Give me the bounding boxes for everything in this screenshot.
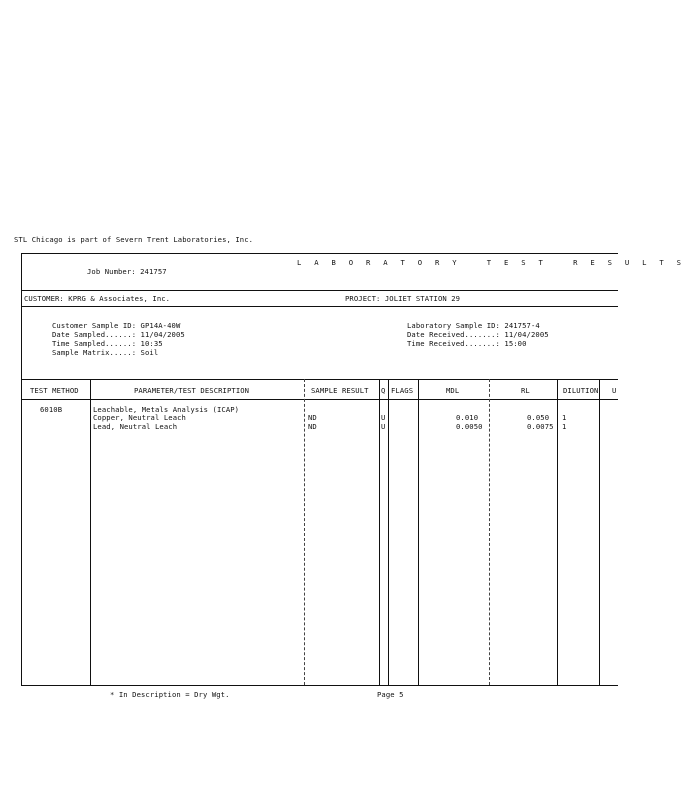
row-rl: 0.050 [527,413,550,422]
date-received: Date Received.......: 11/04/2005 [407,330,549,339]
time-received: Time Received.......: 15:00 [407,339,527,348]
col-header-flags: FLAGS [391,386,414,395]
customer-top-rule [21,290,618,291]
col-header-test-method: TEST METHOD [30,386,79,395]
method-code: 6010B [40,405,63,414]
date-sampled: Date Sampled......: 11/04/2005 [52,330,185,339]
company-note: STL Chicago is part of Severn Trent Laboratories, Inc. [14,235,254,244]
footnote: * In Description = Dry Wgt. [110,690,230,699]
col-header-sample-result: SAMPLE RESULT [311,386,369,395]
row-q: U [381,422,386,431]
col-header-rl: RL [521,386,530,395]
col-header-dilution: DILUTION [563,386,599,395]
col-header-mdl: MDL [446,386,460,395]
job-number: Job Number: 241757 [87,267,167,276]
col-sep-dilution [599,379,600,685]
col-sep-mdl [489,379,491,685]
row-dilution: 1 [562,413,567,422]
row-parameter: Lead, Neutral Leach [93,422,178,431]
col-sep-method [90,379,91,685]
col-sep-q [388,379,389,685]
row-mdl: 0.0050 [456,422,483,431]
frame-top-border [21,253,618,254]
col-header-units: U [612,386,617,395]
col-header-q: Q [381,386,386,395]
page-number: Page 5 [377,690,404,699]
col-sep-parameter [304,379,306,685]
col-header-parameter: PARAMETER/TEST DESCRIPTION [134,386,250,395]
frame-left-border [21,253,22,686]
row-result: ND [308,413,317,422]
time-sampled: Time Sampled......: 10:35 [52,339,163,348]
table-header-bottom-rule [21,399,618,400]
row-result: ND [308,422,317,431]
project-name: PROJECT: JOLIET STATION 29 [345,294,461,303]
col-sep-rl [557,379,558,685]
customer-sample-id: Customer Sample ID: GP14A-40W [52,321,181,330]
customer-bottom-rule [21,306,618,307]
col-sep-result [379,379,380,685]
row-q: U [381,413,386,422]
method-description: Leachable, Metals Analysis (ICAP) [93,405,240,414]
row-rl: 0.0075 [527,422,554,431]
lab-sample-id: Laboratory Sample ID: 241757-4 [407,321,540,330]
table-header-top-rule [21,379,618,380]
report-title: L A B O R A T O R Y T E S T R E S U L T S [297,258,685,267]
frame-bottom-border [21,685,618,686]
col-sep-flags [418,379,419,685]
row-parameter: Copper, Neutral Leach [93,413,186,422]
sample-matrix: Sample Matrix.....: Soil [52,348,159,357]
row-dilution: 1 [562,422,567,431]
customer-name: CUSTOMER: KPRG & Associates, Inc. [24,294,171,303]
row-mdl: 0.010 [456,413,479,422]
